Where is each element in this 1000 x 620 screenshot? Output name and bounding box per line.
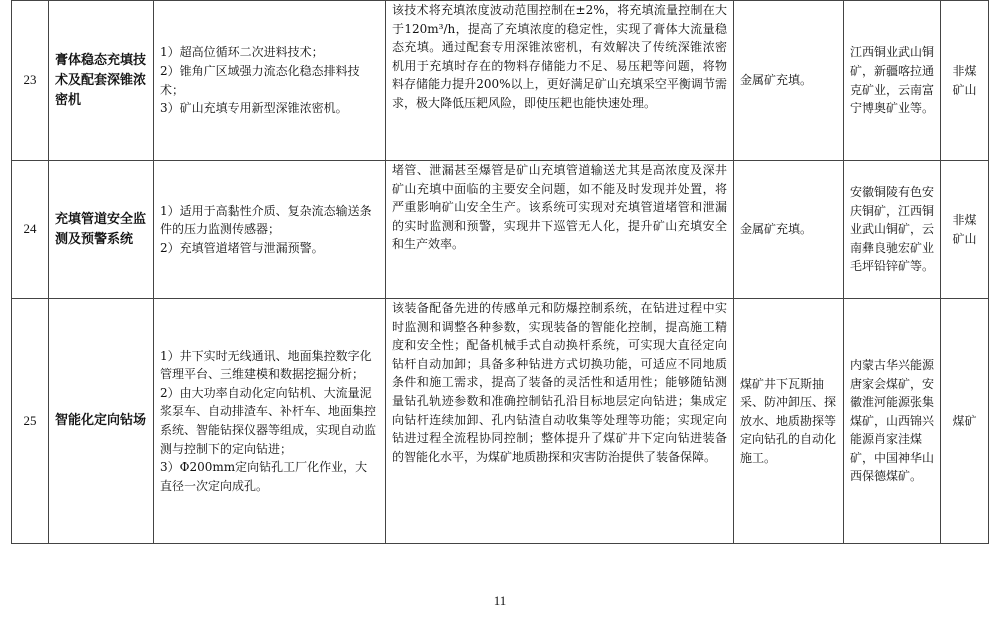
row-number: 24 bbox=[12, 161, 49, 299]
application-scope: 煤矿井下瓦斯抽采、防冲卸压、探放水、地质勘探等定向钻孔的自动化施工。 bbox=[734, 299, 844, 544]
application-enterprises: 内蒙古华兴能源唐家会煤矿，安徽淮河能源张集煤矿，山西锦兴能源肖家洼煤矿，中国神华山西保德煤矿。 bbox=[844, 299, 941, 544]
feature-item: 2）充填管道堵管与泄漏预警。 bbox=[160, 240, 324, 255]
description: 该技术将充填浓度波动范围控制在±2%，将充填流量控制在大于120m³/h，提高了充填浓度的稳定性，实现了膏体大流量稳态充填。通过配套专用深锥浓密机，有效解决了传统深锥浓密机用于充填时存在的物料存储能力不足、易压耙等问题，将物料存储能力提升200%以上，更好满足矿山充填采空平衡调节需求，极大降低压耙风险，即使压耙也能快速处理。 bbox=[386, 1, 734, 161]
category: 煤矿 bbox=[941, 299, 989, 544]
table-row bbox=[12, 161, 989, 299]
table-row bbox=[12, 299, 989, 544]
category: 非煤矿山 bbox=[941, 161, 989, 299]
application-scope: 金属矿充填。 bbox=[734, 1, 844, 161]
feature-item: 3）矿山充填专用新型深锥浓密机。 bbox=[160, 101, 348, 116]
feature-item: 1）井下实时无线通讯、地面集控数字化管理平台、三维建模和数据挖掘分析； bbox=[160, 348, 372, 382]
category: 非煤矿山 bbox=[941, 1, 989, 161]
row-number: 23 bbox=[12, 1, 49, 161]
row-number: 25 bbox=[12, 299, 49, 544]
description: 堵管、泄漏甚至爆管是矿山充填管道输送尤其是高浓度及深井矿山充填中面临的主要安全问题，如不能及时发现并处置，将严重影响矿山安全生产。该系统可实现对充填管道堵管和泄漏的实时监测和预警，实现井下巡管无人化，提升矿山充填安全和生产效率。 bbox=[386, 161, 734, 299]
page-number: 11 bbox=[493, 593, 507, 608]
feature-item: 3）Φ200mm定向钻孔工厂化作业，大直径一次定向成孔。 bbox=[160, 460, 368, 493]
feature-item: 2）由大功率自动化定向钻机、大流量泥浆泵车、自动排渣车、补杆车、地面集控系统、智能钻探仪器等组成，实现自动监测与控制下的定向钻进； bbox=[160, 385, 377, 456]
description: 该装备配备先进的传感单元和防爆控制系统，在钻进过程中实时监测和调整各种参数，实现装备的智能化控制，提高施工精度和安全性；配备机械手式自动换杆系统，可实现大直径定向钻杆自动加卸；具备多种钻进方式切换功能，可适应不同地质条件和施工需求，提高了装备的灵活性和适用性；能够随钻测量钻孔轨迹参数和准确控制钻孔沿目标地层定向钻进；集成定向钻杆连续加卸、孔内钻渣自动收集等处理等功能；实现定向钻进过程全流程协同控制；整体提升了煤矿井下定向钻进装备的智能化水平，为煤矿地质勘探和灾害防治提供了装备保障。 bbox=[386, 299, 734, 544]
technology-table bbox=[11, 0, 989, 544]
key-features bbox=[154, 161, 386, 299]
key-features bbox=[154, 1, 386, 161]
feature-item: 2）锥角广区域强力流态化稳态排料技术； bbox=[160, 63, 360, 97]
table-row bbox=[12, 1, 989, 161]
application-enterprises: 江西铜业武山铜矿，新疆喀拉通克矿业，云南富宁博奥矿业等。 bbox=[844, 1, 941, 161]
feature-item: 1）超高位循环二次进料技术； bbox=[160, 45, 324, 60]
key-features bbox=[154, 299, 386, 544]
feature-item: 1）适用于高黏性介质、复杂流态输送条件的压力监测传感器； bbox=[160, 203, 372, 237]
application-scope: 金属矿充填。 bbox=[734, 161, 844, 299]
technology-name: 智能化定向钻场 bbox=[49, 299, 154, 544]
technology-name: 充填管道安全监测及预警系统 bbox=[49, 161, 154, 299]
application-enterprises: 安徽铜陵有色安庆铜矿，江西铜业武山铜矿，云南彝良驰宏矿业毛坪铅锌矿等。 bbox=[844, 161, 941, 299]
technology-name: 膏体稳态充填技术及配套深锥浓密机 bbox=[49, 1, 154, 161]
